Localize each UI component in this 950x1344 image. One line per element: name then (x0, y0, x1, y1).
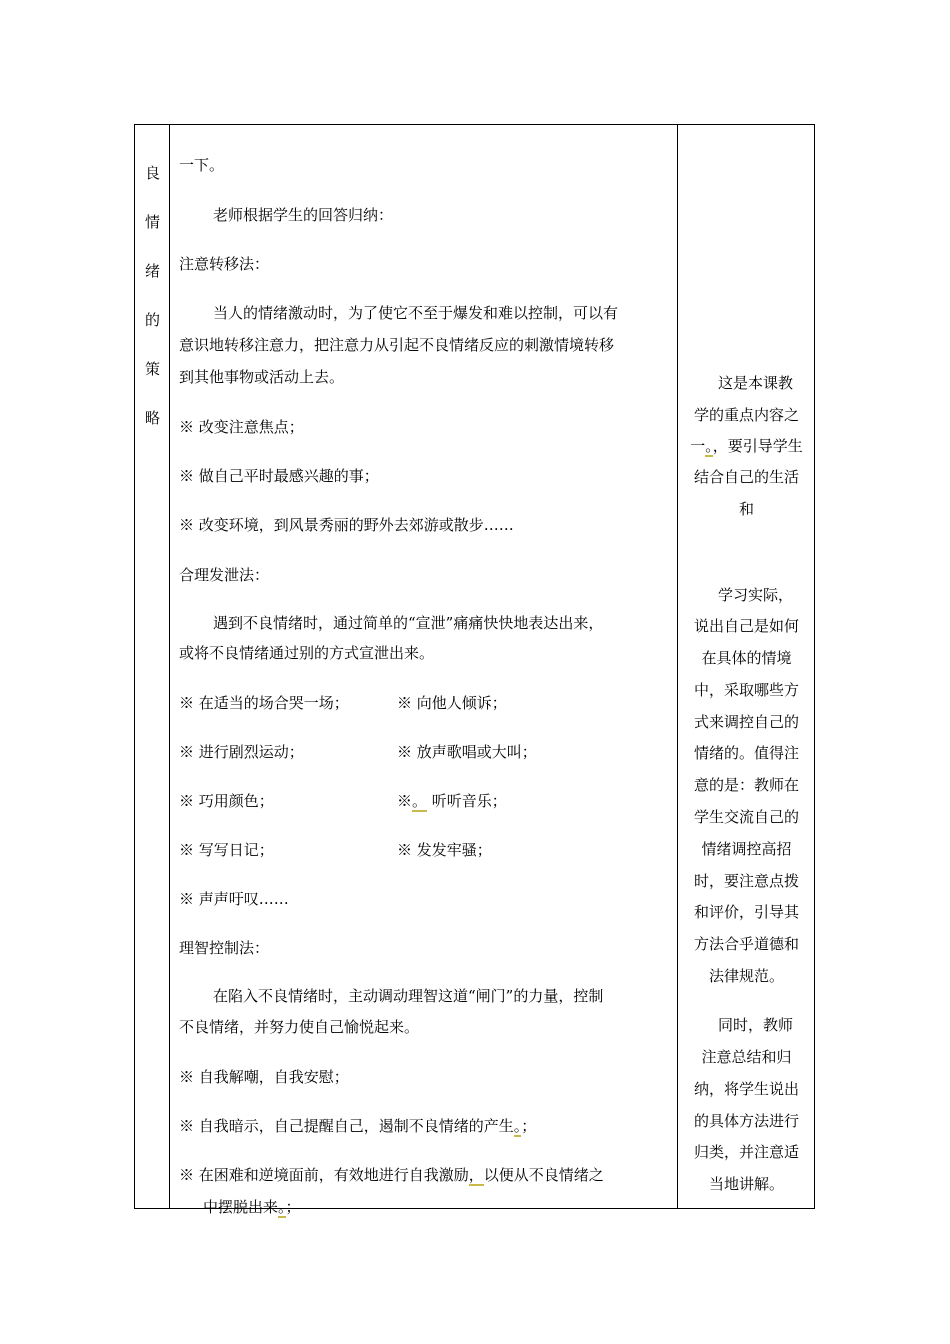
paragraph-line: 或将不良情绪通过别的方式宣泄出来。 (179, 644, 435, 662)
list-item-continuation (203, 1197, 301, 1217)
note-line: 说出自己是如何 (693, 617, 799, 635)
reference-mark: ※ (397, 792, 413, 810)
list-item (179, 1165, 604, 1185)
list-item: ※ 写写日记； (179, 841, 274, 859)
section-title-char: 略 (144, 409, 160, 427)
section-title-char: 策 (144, 360, 160, 378)
list-item-text: 中摆脱出来 (203, 1198, 279, 1216)
list-item: ※ 声声吁叹…… (179, 890, 289, 908)
note-line: 的具体方法进行 (693, 1112, 799, 1130)
lesson-plan-table (134, 124, 815, 1216)
list-item (179, 1116, 536, 1136)
list-item: ※ 做自己平时最感兴趣的事； (179, 467, 379, 485)
note-line: 当地讲解。 (708, 1175, 784, 1193)
list-item-pair (179, 791, 669, 811)
paragraph-line: 到其他事物或活动上去。 (179, 368, 345, 386)
list-item: ※ 巧用颜色； (179, 792, 274, 810)
note-line: 意的是：教师在 (693, 776, 799, 794)
paragraph-line: 意识地转移注意力，把注意力从引起不良情绪反应的刺激情境转移 (179, 336, 615, 354)
list-item-pair (179, 742, 669, 762)
list-item-text: ； (521, 1117, 537, 1135)
list-item: ※ 发发牢骚； (397, 841, 492, 859)
note-line: 方法合乎道德和 (693, 935, 799, 953)
note-line: 在具体的情境 (701, 649, 792, 667)
note-line: 学习实际， (717, 586, 793, 604)
note-line: 结合自己的生活 (693, 468, 799, 486)
note-line: 学生交流自己的 (693, 808, 799, 826)
paragraph-line: 在陷入不良情绪时，主动调动理智这道“闸门”的力量，控制 (213, 987, 604, 1005)
paragraph-line: 不良情绪，并努力使自己愉悦起来。 (179, 1018, 420, 1036)
highlighted-punctuation: 。 (513, 1117, 522, 1135)
paragraph-line: 老师根据学生的回答归纳： (213, 206, 394, 224)
note-line: 和 (738, 500, 754, 518)
section-title-char: 情 (144, 213, 160, 231)
note-line: 中，采取哪些方 (693, 681, 799, 699)
section-title-char: 良 (144, 164, 160, 182)
note-line: 时，要注意点拨 (693, 872, 799, 890)
section-title-char: 的 (144, 311, 160, 329)
list-item: ※ 改变注意焦点； (179, 418, 304, 436)
method-heading: 注意转移法： (179, 255, 270, 273)
highlighted-punctuation: ， (468, 1166, 484, 1184)
note-line: 和评价，引导其 (693, 903, 799, 921)
list-item-pair (179, 693, 669, 713)
list-item-text: ※ 在困难和逆境面前，有效地进行自我激励 (179, 1166, 469, 1184)
list-item: ※ 向他人倾诉； (397, 694, 507, 712)
paragraph-line: 当人的情绪激动时，为了使它不至于爆发和难以控制，可以有 (213, 304, 619, 322)
highlighted-punctuation: 。 (278, 1198, 286, 1216)
section-title-column (135, 149, 170, 443)
note-line: 学的重点内容之 (693, 406, 799, 424)
list-item: ※ 自我解嘲，自我安慰； (179, 1068, 349, 1086)
note-line: 归类，并注意适 (693, 1143, 799, 1161)
paragraph-line: 遇到不良情绪时，通过简单的“宣泄”痛痛快快地表达出来， (213, 614, 604, 632)
highlighted-punctuation: 。 (412, 792, 428, 810)
list-item-text: ※ 自我暗示，自己提醒自己，遏制不良情绪的产生 (179, 1117, 514, 1135)
list-item (397, 791, 507, 811)
note-line: 这是本课教 (717, 374, 793, 392)
method-heading: 理智控制法： (179, 939, 270, 957)
list-item-text: 听听音乐； (427, 792, 507, 810)
note-line: 情绪调控高招 (701, 840, 792, 858)
note-line: 式来调控自己的 (693, 713, 799, 731)
list-item: ※ 放声歌唱或大叫； (397, 743, 537, 761)
note-line: 法律规范。 (708, 967, 784, 985)
note-line: 纳，将学生说出 (693, 1080, 799, 1098)
note-line (678, 436, 815, 456)
list-item-text: ； (285, 1198, 301, 1216)
list-item: ※ 改变环境，到风景秀丽的野外去郊游或散步…… (179, 516, 514, 534)
list-item: ※ 在适当的场合哭一场； (179, 694, 349, 712)
note-text: 一 (690, 437, 706, 455)
list-item: ※ 进行剧烈运动； (179, 743, 304, 761)
method-heading: 合理发泄法： (179, 566, 270, 584)
text-line: 一下。 (179, 156, 225, 174)
note-line: 情绪的。值得注 (693, 744, 799, 762)
note-text: ，要引导学生 (712, 437, 803, 455)
highlighted-punctuation: 。 (705, 437, 713, 455)
list-item-pair (179, 840, 669, 860)
note-line: 同时，教师 (717, 1016, 793, 1034)
list-item-text: 以便从不良情绪之 (483, 1166, 604, 1184)
section-title-char: 绪 (144, 262, 160, 280)
note-line: 注意总结和归 (701, 1048, 792, 1066)
